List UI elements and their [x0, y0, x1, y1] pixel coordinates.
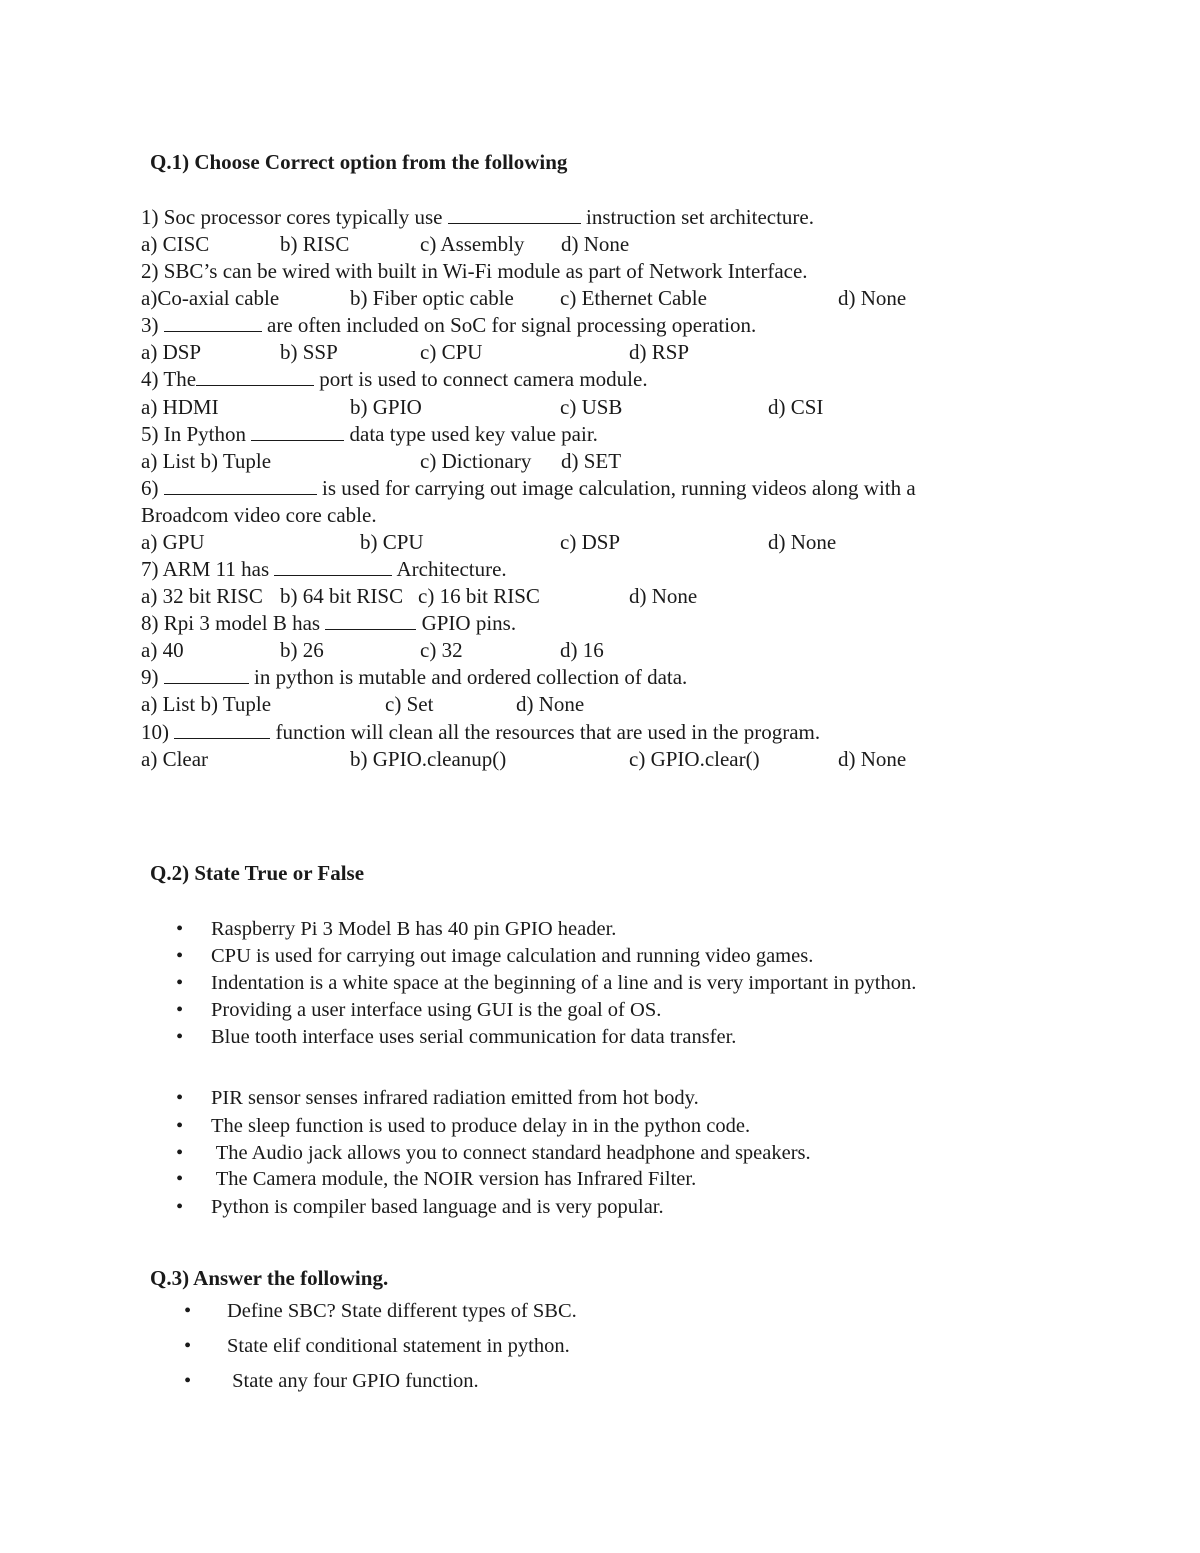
- option-b: b) RISC: [280, 232, 350, 256]
- true-false-item: [176, 1115, 1076, 1141]
- option-a: a) GPU: [141, 530, 205, 554]
- q1-question-6: [141, 475, 916, 502]
- bullet-icon: •: [176, 918, 184, 940]
- option-d: d) None: [768, 530, 837, 554]
- prompt-text: State elif conditional statement in python.: [227, 1335, 570, 1357]
- q1-options-6: [141, 529, 1141, 556]
- q1-options-10: [141, 746, 1141, 773]
- prompt-text: State any four GPIO function.: [227, 1370, 479, 1392]
- true-false-item: [176, 1026, 1076, 1052]
- true-false-item: [176, 945, 1076, 971]
- option-c: c) GPIO.clear(): [629, 747, 760, 771]
- question-text: 8) Rpi 3 model B has: [141, 611, 326, 635]
- option-a: a) 32 bit RISC: [141, 584, 263, 608]
- question-text: Architecture.: [392, 557, 507, 581]
- q1-options-2: [141, 285, 1141, 312]
- q1-options-8: [141, 637, 1141, 664]
- bullet-icon: •: [176, 1142, 184, 1164]
- question-text: in python is mutable and ordered collection of data.: [248, 665, 688, 689]
- question-text: 6): [141, 476, 164, 500]
- option-d: d) None: [838, 286, 907, 310]
- answer-blank: [164, 476, 317, 495]
- answer-blank: [448, 205, 581, 224]
- option-d: d) None: [838, 747, 907, 771]
- q1-options-9: [141, 691, 1141, 718]
- q1-options-4: [141, 394, 1141, 421]
- q1-question-7: [141, 556, 507, 583]
- statement-text: Providing a user interface using GUI is the goal of OS.: [211, 999, 662, 1021]
- option-b: b) 26: [280, 638, 324, 662]
- statement-text: The sleep function is used to produce delay in in the python code.: [211, 1115, 751, 1137]
- bullet-icon: •: [184, 1300, 192, 1322]
- q1-options-7: [141, 583, 1141, 610]
- q1-question-3: [141, 312, 756, 339]
- bullet-icon: •: [176, 1087, 184, 1109]
- option-d: d) None: [516, 692, 585, 716]
- option-b: b) GPIO.cleanup(): [350, 747, 507, 771]
- option-d: d) RSP: [629, 340, 690, 364]
- q1-question-4: [141, 366, 648, 393]
- option-c: c) DSP: [560, 530, 621, 554]
- option-a: a) 40: [141, 638, 184, 662]
- answer-blank: [325, 611, 416, 630]
- true-false-item: [176, 999, 1076, 1025]
- statement-text: Indentation is a white space at the beginning of a line and is very important in python.: [211, 972, 917, 994]
- q1-question-1: [141, 204, 814, 231]
- question-text: GPIO pins.: [416, 611, 517, 635]
- q1-question-9: [141, 664, 687, 691]
- option-d: d) None: [561, 232, 630, 256]
- option-b: b) GPIO: [350, 395, 422, 419]
- true-false-item: [176, 1087, 1076, 1113]
- option-c: c) CPU: [420, 340, 483, 364]
- answer-blank: [196, 367, 314, 386]
- option-a: a) CISC: [141, 232, 210, 256]
- q1-question-5: [141, 421, 598, 448]
- question-text: 5) In Python: [141, 422, 252, 446]
- question-text: 9): [141, 665, 164, 689]
- question-text: is used for carrying out image calculation, running videos along with a: [316, 476, 916, 500]
- statement-text: The Audio jack allows you to connect standard headphone and speakers.: [211, 1142, 811, 1164]
- option-a: a)Co-axial cable: [141, 286, 280, 310]
- true-false-item: [176, 918, 1076, 944]
- statement-text: PIR sensor senses infrared radiation emitted from hot body.: [211, 1087, 699, 1109]
- option-b: b) 64 bit RISC: [280, 584, 404, 608]
- statement-text: Blue tooth interface uses serial communication for data transfer.: [211, 1026, 737, 1048]
- statement-text: CPU is used for carrying out image calculation and running video games.: [211, 945, 814, 967]
- question-text: 3): [141, 313, 164, 337]
- option-ab: a) List b) Tuple: [141, 449, 272, 473]
- answer-blank: [164, 665, 249, 684]
- question-text: function will clean all the resources that are used in the program.: [270, 720, 821, 744]
- option-c: c) Dictionary: [420, 449, 532, 473]
- q1-heading: Q.1) Choose Correct option from the following: [150, 150, 568, 174]
- statement-text: Python is compiler based language and is very popular.: [211, 1196, 664, 1218]
- answer-item: [184, 1370, 1084, 1396]
- statement-text: The Camera module, the NOIR version has Infrared Filter.: [211, 1168, 697, 1190]
- question-text: 1) Soc processor cores typically use: [141, 205, 448, 229]
- question-text: port is used to connect camera module.: [314, 367, 648, 391]
- option-c: c) USB: [560, 395, 623, 419]
- q1-options-3: [141, 339, 1141, 366]
- option-ab: a) List b) Tuple: [141, 692, 272, 716]
- q2-heading: Q.2) State True or False: [150, 861, 365, 885]
- question-text: 7) ARM 11 has: [141, 557, 275, 581]
- question-text: instruction set architecture.: [580, 205, 814, 229]
- option-d: d) SET: [561, 449, 622, 473]
- option-c: c) Set: [385, 692, 434, 716]
- bullet-icon: •: [176, 999, 184, 1021]
- answer-blank: [174, 720, 270, 739]
- option-d: d) CSI: [768, 395, 824, 419]
- q1-question-6-cont: Broadcom video core cable.: [141, 503, 377, 527]
- bullet-icon: •: [176, 1115, 184, 1137]
- statement-text: Raspberry Pi 3 Model B has 40 pin GPIO header.: [211, 918, 617, 940]
- option-b: b) Fiber optic cable: [350, 286, 514, 310]
- bullet-icon: •: [184, 1335, 192, 1357]
- q1-question-10: [141, 719, 820, 746]
- bullet-icon: •: [176, 1168, 184, 1190]
- option-c: c) Assembly: [420, 232, 525, 256]
- question-text: are often included on SoC for signal processing operation.: [261, 313, 757, 337]
- bullet-icon: •: [176, 945, 184, 967]
- q1-options-1: [141, 231, 1141, 258]
- option-d: d) 16: [560, 638, 604, 662]
- option-c: c) Ethernet Cable: [560, 286, 707, 310]
- answer-item: [184, 1335, 1084, 1361]
- true-false-item: [176, 972, 1076, 998]
- true-false-item: [176, 1196, 1076, 1222]
- q1-options-5: [141, 448, 1141, 475]
- option-a: a) DSP: [141, 340, 202, 364]
- bullet-icon: •: [184, 1370, 192, 1392]
- question-text: 4) The: [141, 367, 197, 391]
- option-c: c) 16 bit RISC: [418, 584, 540, 608]
- prompt-text: Define SBC? State different types of SBC.: [227, 1300, 577, 1322]
- option-c: c) 32: [420, 638, 463, 662]
- true-false-item: [176, 1142, 1076, 1168]
- q1-question-2: 2) SBC’s can be wired with built in Wi-Fi module as part of Network Interface.: [141, 259, 808, 283]
- q3-heading: Q.3) Answer the following.: [150, 1266, 389, 1290]
- bullet-icon: •: [176, 1026, 184, 1048]
- answer-blank: [251, 422, 344, 441]
- option-b: b) CPU: [360, 530, 424, 554]
- question-text: 10): [141, 720, 175, 744]
- answer-item: [184, 1300, 1084, 1326]
- answer-blank: [164, 313, 262, 332]
- q1-question-8: [141, 610, 516, 637]
- option-a: a) HDMI: [141, 395, 219, 419]
- option-d: d) None: [629, 584, 698, 608]
- option-a: a) Clear: [141, 747, 209, 771]
- answer-blank: [274, 557, 392, 576]
- option-b: b) SSP: [280, 340, 338, 364]
- true-false-item: [176, 1168, 1076, 1194]
- bullet-icon: •: [176, 1196, 184, 1218]
- question-text: data type used key value pair.: [344, 422, 598, 446]
- bullet-icon: •: [176, 972, 184, 994]
